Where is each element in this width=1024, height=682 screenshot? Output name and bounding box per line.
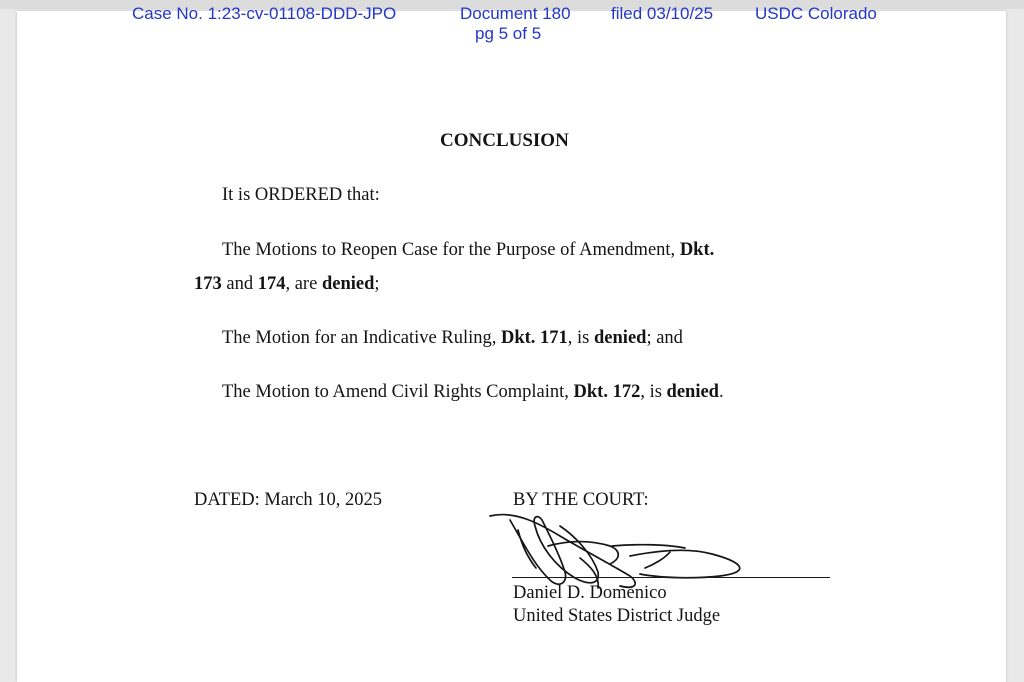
case-number: Case No. 1:23-cv-01108-DDD-JPO — [132, 4, 397, 23]
order-2 — [222, 328, 683, 349]
order-3-dkt: Dkt. 172 — [573, 382, 641, 402]
document-number: Document 180 — [460, 4, 571, 23]
order-1-text: The Motions to Reopen Case for the Purpose of Amendment, — [222, 240, 680, 260]
by-the-court: BY THE COURT: — [513, 490, 649, 510]
order-1-dkt-label: Dkt. — [679, 240, 715, 260]
filed-date: filed 03/10/25 — [611, 4, 714, 23]
judge-title: United States District Judge — [513, 606, 721, 626]
order-3 — [222, 382, 724, 403]
order-2-ruling: denied — [594, 328, 647, 348]
order-1-end: ; — [374, 274, 380, 294]
order-1-ruling: denied — [321, 274, 375, 294]
order-2-dkt: Dkt. 171 — [500, 328, 568, 348]
section-heading: CONCLUSION — [440, 130, 569, 151]
order-intro: It is ORDERED that: — [222, 185, 380, 205]
court-name: USDC Colorado — [755, 4, 877, 23]
order-1-and: and — [221, 274, 258, 294]
order-1-dkt-174: 174 — [257, 274, 286, 294]
order-1-line-1 — [222, 240, 714, 261]
order-3-is: , is — [640, 382, 667, 402]
order-1-line-2 — [194, 274, 380, 295]
order-2-is: , is — [567, 328, 595, 348]
order-2-end: ; and — [646, 328, 683, 348]
order-3-end: . — [718, 382, 724, 402]
order-1-are: , are — [285, 274, 322, 294]
order-3-text: The Motion to Amend Civil Rights Complaint, — [222, 382, 574, 402]
order-3-ruling: denied — [666, 382, 719, 402]
order-2-text: The Motion for an Indicative Ruling, — [222, 328, 501, 348]
judge-name: Daniel D. Domenico — [513, 583, 667, 603]
page-number: pg 5 of 5 — [475, 24, 542, 43]
dated-line: DATED: March 10, 2025 — [194, 490, 383, 510]
order-1-dkt-173: 173 — [194, 274, 222, 294]
signature-line — [512, 577, 830, 578]
